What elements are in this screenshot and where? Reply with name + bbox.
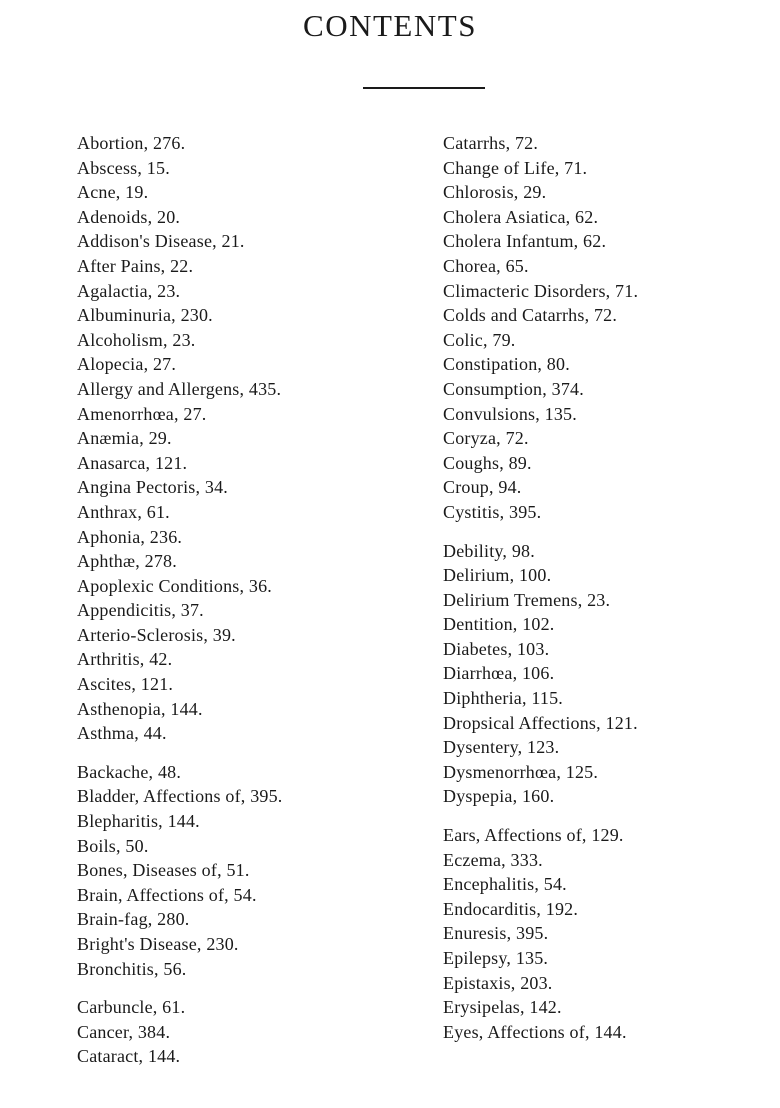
index-entry: Dentition, 102. (443, 614, 555, 635)
index-entry: Encephalitis, 54. (443, 874, 567, 895)
index-entry: Blepharitis, 144. (77, 811, 200, 832)
index-entry: Bronchitis, 56. (77, 958, 187, 979)
index-entry: Chorea, 65. (443, 255, 529, 276)
index-entry: Eczema, 333. (443, 849, 543, 870)
index-entry: Allergy and Allergens, 435. (77, 378, 282, 399)
index-entry: Cataract, 144. (77, 1046, 181, 1067)
index-entry: Epistaxis, 203. (443, 972, 553, 993)
index-entry: Dysmenorrhœa, 125. (443, 761, 599, 782)
index-entry: Brain-fag, 280. (77, 909, 190, 930)
index-entry: Agalactia, 23. (77, 280, 181, 301)
index-entry: Cholera Infantum, 62. (443, 231, 607, 252)
index-entry: Endocarditis, 192. (443, 898, 579, 919)
index-entry: Abscess, 15. (77, 157, 170, 178)
index-entry: Angina Pectoris, 34. (77, 477, 228, 498)
index-entry: Chlorosis, 29. (443, 182, 547, 203)
index-entry: Appendicitis, 37. (77, 600, 204, 621)
index-entry: Aphonia, 236. (77, 526, 183, 547)
index-entry: Diphtheria, 115. (443, 688, 564, 709)
index-entry: Cancer, 384. (77, 1021, 171, 1042)
index-entry: Coughs, 89. (443, 452, 532, 473)
index-entry: Consumption, 374. (443, 378, 584, 399)
index-entry: Colic, 79. (443, 329, 516, 350)
index-entry: Boils, 50. (77, 835, 149, 856)
index-entry: Debility, 98. (443, 540, 535, 561)
index-entry: Arthritis, 42. (77, 649, 173, 670)
index-entry: Erysipelas, 142. (443, 997, 562, 1018)
title-rule (363, 87, 485, 89)
index-entry: Convulsions, 135. (443, 403, 577, 424)
index-entry: Carbuncle, 61. (77, 997, 186, 1018)
index-entry: Cholera Asiatica, 62. (443, 206, 599, 227)
group-gap (443, 809, 773, 823)
index-entry: Enuresis, 395. (443, 923, 549, 944)
index-entry: Anthrax, 61. (77, 501, 170, 522)
index-entry: Bones, Diseases of, 51. (77, 860, 250, 881)
index-entry: Acne, 19. (77, 182, 149, 203)
right-column (443, 131, 773, 1044)
index-entry: Alcoholism, 23. (77, 329, 196, 350)
index-entry: Diarrhœa, 106. (443, 663, 555, 684)
index-entry: Delirium, 100. (443, 565, 552, 586)
index-entry: Ascites, 121. (77, 674, 174, 695)
index-entry: Epilepsy, 135. (443, 948, 549, 968)
index-entry: Abortion, 276. (77, 133, 186, 153)
left-column (77, 131, 407, 1069)
index-entry: Adenoids, 20. (77, 206, 181, 227)
group-gap (77, 981, 407, 995)
index-entry: Cystitis, 395. (443, 501, 542, 522)
index-entry: After Pains, 22. (77, 255, 194, 276)
index-entry: Croup, 94. (443, 477, 522, 498)
group-gap (443, 525, 773, 539)
index-entry: Delirium Tremens, 23. (443, 589, 611, 610)
index-entry: Asthenopia, 144. (77, 698, 203, 719)
index-entry: Catarrhs, 72. (443, 133, 539, 153)
index-entry: Bladder, Affections of, 395. (77, 786, 283, 807)
index-entry: Amenorrhœa, 27. (77, 403, 207, 424)
index-entry: Eyes, Affections of, 144. (443, 1021, 627, 1042)
index-entry: Dyspepia, 160. (443, 786, 555, 807)
index-entry: Colds and Catarrhs, 72. (443, 305, 618, 326)
index-entry: Anasarca, 121. (77, 452, 188, 473)
index-entry: Apoplexic Conditions, 36. (77, 575, 272, 596)
page-title: CONTENTS (303, 8, 477, 43)
index-entry: Addison's Disease, 21. (77, 231, 245, 252)
index-entry: Brain, Affections of, 54. (77, 884, 257, 905)
index-entry: Coryza, 72. (443, 428, 529, 449)
group-gap (77, 746, 407, 760)
index-entry: Bright's Disease, 230. (77, 934, 239, 954)
index-entry: Dysentery, 123. (443, 737, 560, 758)
index-entry: Alopecia, 27. (77, 354, 177, 375)
index-entry: Aphthæ, 278. (77, 551, 177, 572)
index-entry: Asthma, 44. (77, 723, 167, 744)
index-entry: Constipation, 80. (443, 354, 570, 375)
index-entry: Dropsical Affections, 121. (443, 712, 638, 733)
index-entry: Backache, 48. (77, 761, 182, 782)
index-entry: Anæmia, 29. (77, 428, 172, 449)
index-entry: Arterio-Sclerosis, 39. (77, 624, 236, 645)
index-entry: Change of Life, 71. (443, 157, 588, 178)
index-entry: Albuminuria, 230. (77, 305, 213, 326)
index-entry: Diabetes, 103. (443, 638, 550, 659)
index-entry: Ears, Affections of, 129. (443, 825, 624, 846)
index-entry: Climacteric Disorders, 71. (443, 280, 639, 301)
